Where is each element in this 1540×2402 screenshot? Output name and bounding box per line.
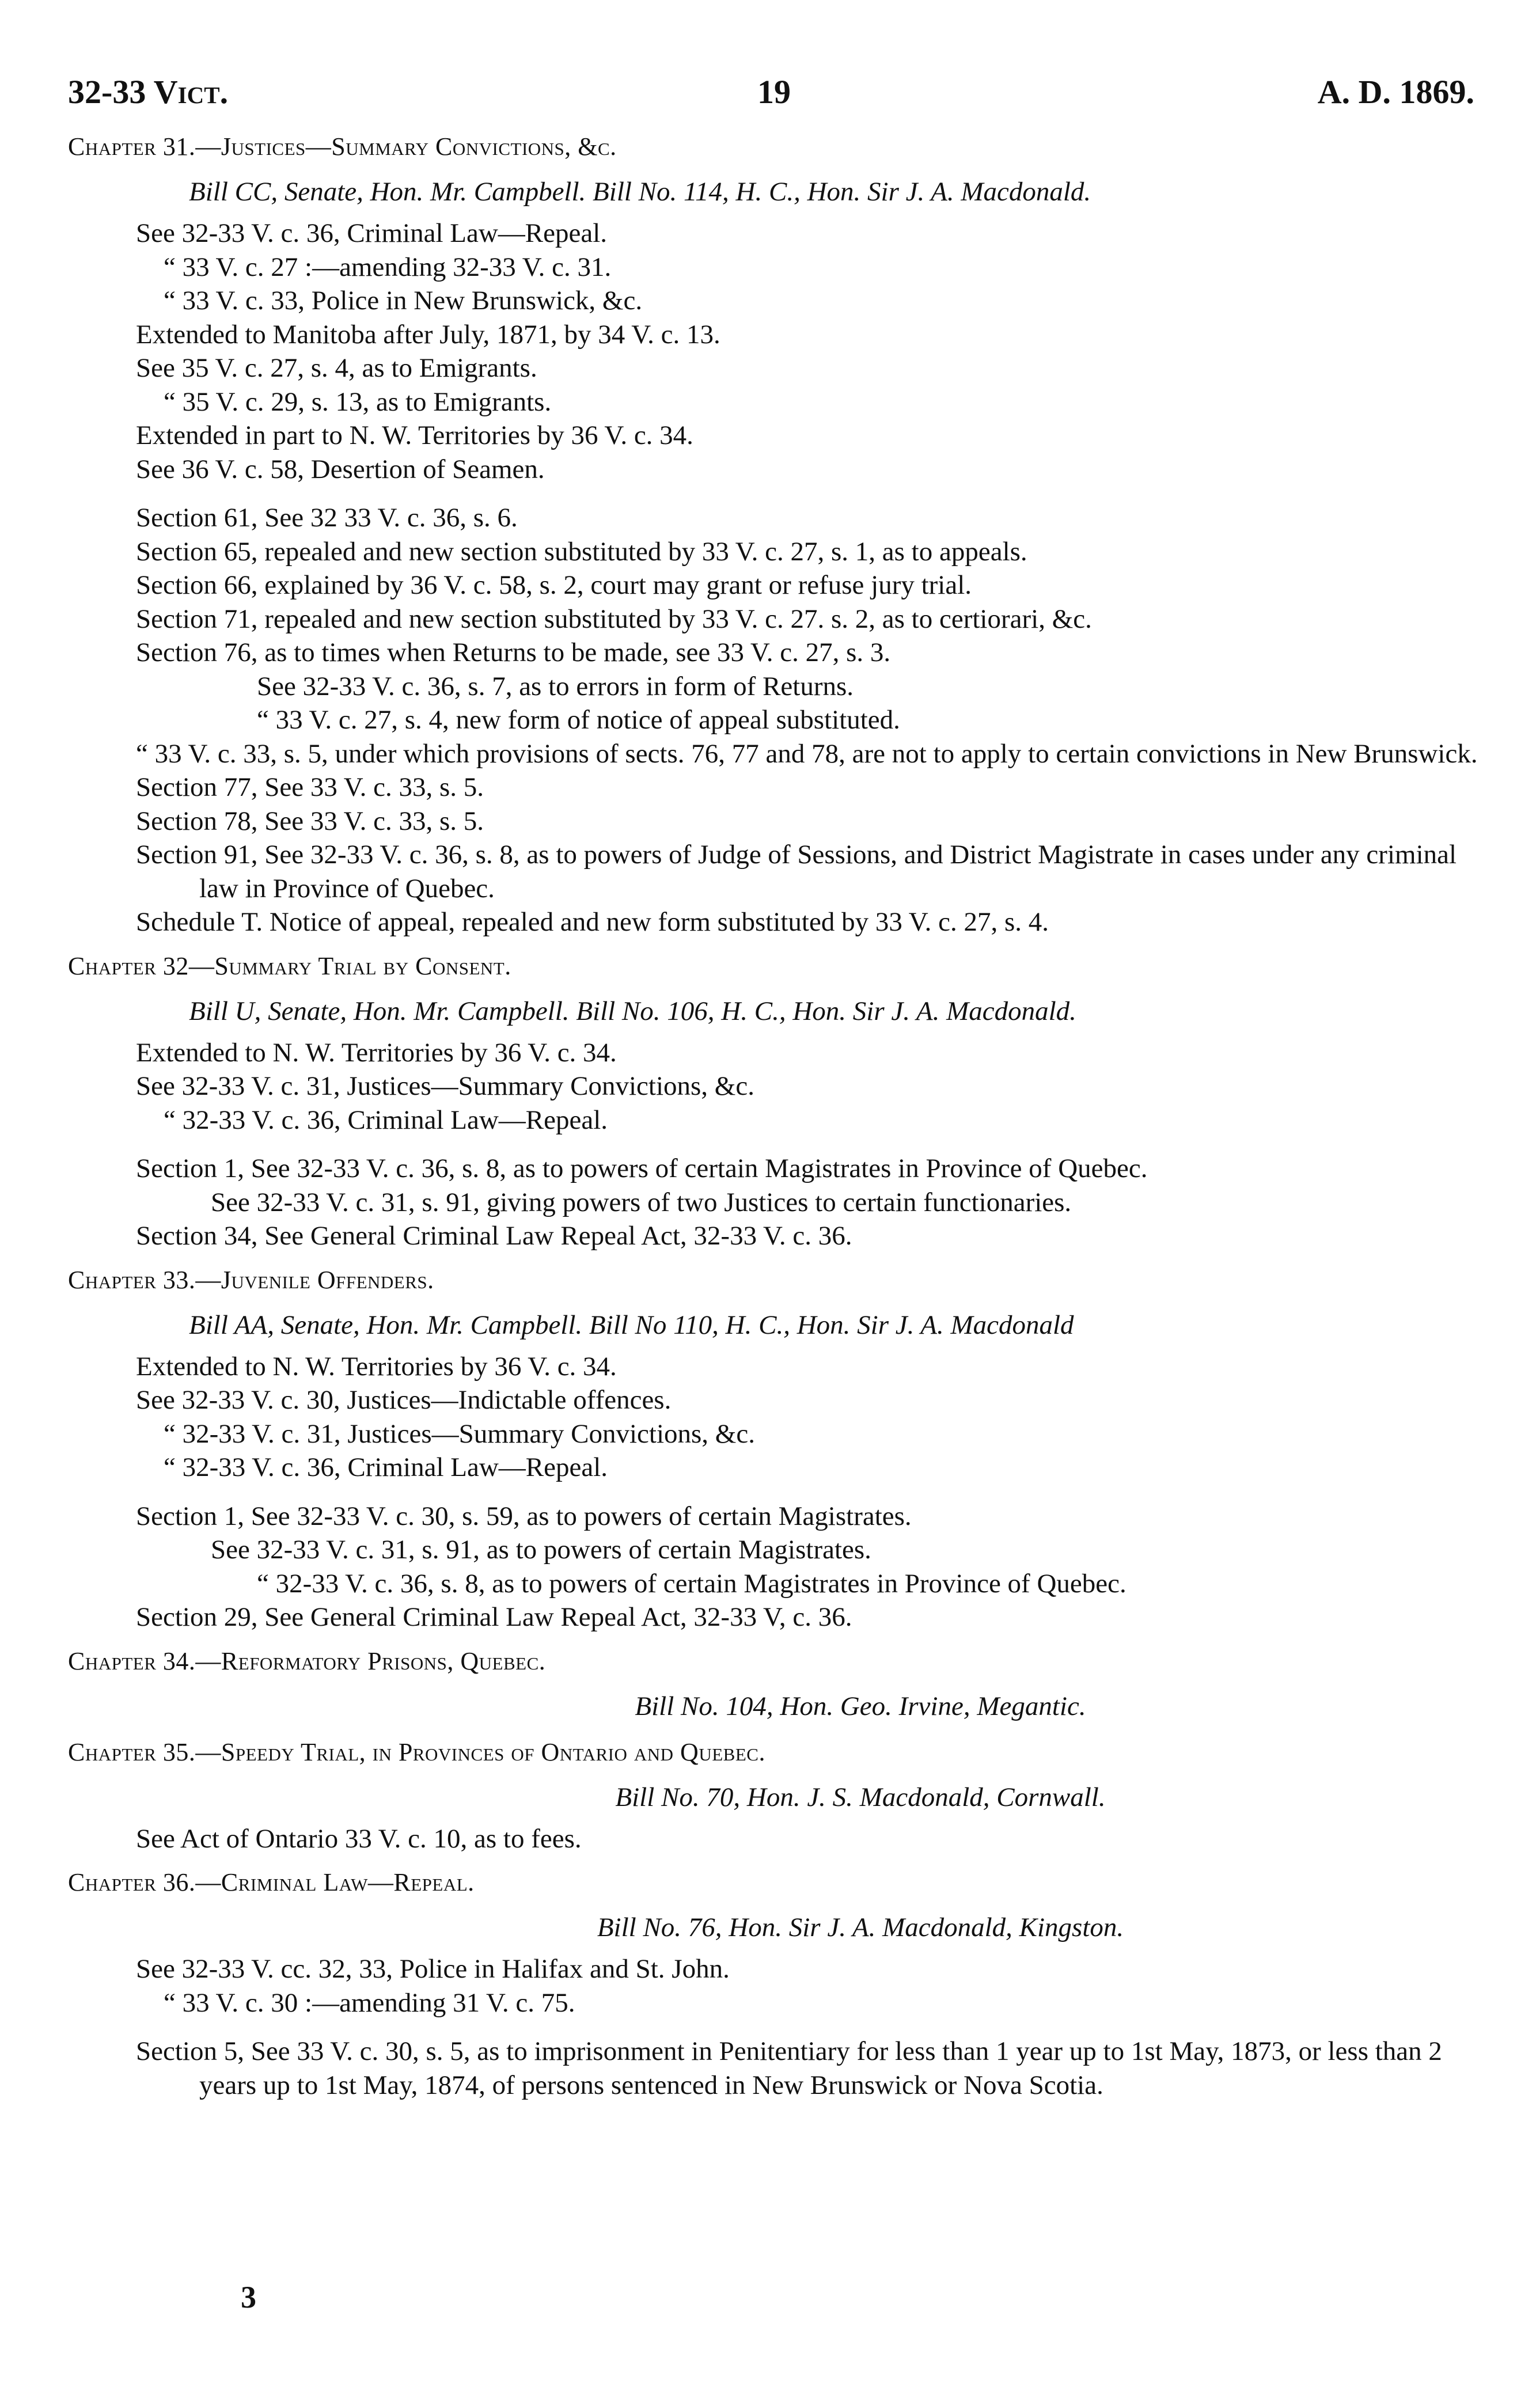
reference-line: Section 77, See 33 V. c. 33, s. 5. [136, 772, 484, 802]
reference-line: See 32-33 V. c. 36, Criminal Law—Repeal. [136, 218, 608, 248]
running-head-right: A. D. 1869. [1317, 73, 1474, 111]
reference-line: See 32-33 V. c. 30, Justices—Indictable offences. [136, 1385, 672, 1415]
chapter-title: Chapter 34.—Reformatory Prisons, Quebec. [68, 1646, 546, 1675]
reference-line: Schedule T. Notice of appeal, repealed and new form substituted by 33 V. c. 27, s. 4. [136, 907, 1049, 937]
running-head [68, 69, 1480, 120]
chapter-title: Chapter 33.—Juvenile Offenders. [68, 1265, 434, 1294]
chapter-block [68, 1644, 1480, 1725]
reference-line: See 32-33 V. c. 31, s. 91, giving powers of two Justices to certain functionaries. [211, 1187, 1072, 1217]
reference-lines [68, 1036, 1480, 1253]
reference-line: “ 35 V. c. 29, s. 13, as to Emigrants. [164, 386, 552, 417]
reference-line: See 32-33 V. cc. 32, 33, Police in Halifax and St. John. [136, 1954, 730, 1984]
reference-line: See 32-33 V. c. 31, s. 91, as to powers of certain Magistrates. [211, 1535, 871, 1565]
group-spacer [136, 2020, 1480, 2035]
chapter-title: Chapter 36.—Criminal Law—Repeal. [68, 1868, 475, 1896]
bill-reference: Bill No. 104, Hon. Geo. Irvine, Megantic. [635, 1691, 1086, 1721]
reference-line: Extended to N. W. Territories by 36 V. c. 34. [136, 1037, 617, 1068]
chapter-block [68, 948, 1480, 1253]
page-number: 19 [757, 73, 791, 111]
chapter-block [68, 1735, 1480, 1856]
reference-line: “ 32-33 V. c. 36, Criminal Law—Repeal. [164, 1452, 608, 1482]
chapter-title: Chapter 35.—Speedy Trial, in Provinces of Ontario and Quebec. [68, 1737, 765, 1766]
reference-line: Section 5, See 33 V. c. 30, s. 5, as to imprisonment in Penitentiary for less than 1 year up to 1st May, 1873, or less than 2 years up to 1st May, 1874, of persons sentenced in New Brunswick or Nova Scotia. [136, 2036, 1442, 2100]
reference-line: Extended to Manitoba after July, 1871, by 34 V. c. 13. [136, 319, 720, 350]
reference-line: Section 71, repealed and new section substituted by 33 V. c. 27. s. 2, as to certiorari, &c. [136, 604, 1092, 634]
running-head-left: 32-33 Vict. [68, 73, 229, 111]
chapter-list [68, 129, 1480, 2102]
bill-reference: Bill No. 70, Hon. J. S. Macdonald, Cornwall. [615, 1782, 1106, 1812]
reference-line: “ 32-33 V. c. 36, Criminal Law—Repeal. [164, 1105, 608, 1135]
reference-lines [68, 1822, 1480, 1856]
signature-mark: 3 [241, 2280, 256, 2314]
reference-line: Section 1, See 32-33 V. c. 30, s. 59, as to powers of certain Magistrates. [136, 1501, 912, 1531]
reference-line: “ 33 V. c. 27, s. 4, new form of notice of appeal substituted. [257, 705, 900, 735]
reference-line: Section 76, as to times when Returns to be made, see 33 V. c. 27, s. 3. [136, 638, 891, 667]
chapter-block [68, 129, 1480, 939]
reference-lines [68, 1952, 1480, 2102]
reference-line: See 35 V. c. 27, s. 4, as to Emigrants. [136, 353, 537, 383]
group-spacer [136, 1137, 1480, 1152]
bill-reference: Bill U, Senate, Hon. Mr. Campbell. Bill No. 106, H. C., Hon. Sir J. A. Macdonald. [189, 996, 1076, 1026]
reference-line: “ 32-33 V. c. 36, s. 8, as to powers of certain Magistrates in Province of Quebec. [257, 1568, 1126, 1599]
reference-line: Section 1, See 32-33 V. c. 36, s. 8, as to powers of certain Magistrates in Province of Quebec. [136, 1153, 1148, 1183]
bill-reference: Bill AA, Senate, Hon. Mr. Campbell. Bill No 110, H. C., Hon. Sir J. A. Macdonald [189, 1310, 1074, 1340]
reference-line: Section 29, See General Criminal Law Repeal Act, 32-33 V, c. 36. [136, 1602, 852, 1632]
reference-line: Section 34, See General Criminal Law Repeal Act, 32-33 V. c. 36. [136, 1221, 852, 1251]
reference-line: See Act of Ontario 33 V. c. 10, as to fees. [136, 1823, 582, 1854]
reference-line: Section 91, See 32-33 V. c. 36, s. 8, as to powers of Judge of Sessions, and District Magistrate in cases under any criminal law in Province of Quebec. [136, 840, 1457, 904]
group-spacer [136, 1485, 1480, 1500]
chapter-title: Chapter 31.—Justices—Summary Convictions, &c. [68, 132, 617, 161]
reference-line: Section 61, See 32 33 V. c. 36, s. 6. [136, 503, 518, 533]
reference-lines [68, 217, 1480, 939]
reference-line: Extended to N. W. Territories by 36 V. c. 34. [136, 1351, 617, 1382]
reference-line: “ 33 V. c. 33, Police in New Brunswick, &c. [164, 286, 643, 316]
reference-line: Section 65, repealed and new section substituted by 33 V. c. 27, s. 1, as to appeals. [136, 536, 1027, 567]
reference-line: See 32-33 V. c. 36, s. 7, as to errors in form of Returns. [257, 671, 854, 701]
reference-line: See 36 V. c. 58, Desertion of Seamen. [136, 454, 545, 484]
reference-line: “ 33 V. c. 33, s. 5, under which provisions of sects. 76, 77 and 78, are not to apply to certain convictions in New Brunswick. [136, 738, 1478, 769]
reference-line: “ 33 V. c. 30 :—amending 31 V. c. 75. [164, 1987, 575, 2018]
reference-line: “ 33 V. c. 27 :—amending 32-33 V. c. 31. [164, 252, 612, 282]
reference-line: Section 78, See 33 V. c. 33, s. 5. [136, 806, 484, 836]
group-spacer [136, 486, 1480, 501]
bill-reference: Bill No. 76, Hon. Sir J. A. Macdonald, Kingston. [597, 1913, 1124, 1942]
reference-line: Section 66, explained by 36 V. c. 58, s. 2, court may grant or refuse jury trial. [136, 570, 972, 600]
chapter-block [68, 1262, 1480, 1634]
reference-line: See 32-33 V. c. 31, Justices—Summary Convictions, &c. [136, 1071, 754, 1101]
bill-reference: Bill CC, Senate, Hon. Mr. Campbell. Bill No. 114, H. C., Hon. Sir J. A. Macdonald. [189, 177, 1091, 207]
reference-lines [68, 1350, 1480, 1634]
reference-line: “ 32-33 V. c. 31, Justices—Summary Convictions, &c. [164, 1418, 755, 1449]
chapter-title: Chapter 32—Summary Trial by Consent. [68, 951, 511, 980]
chapter-block [68, 1865, 1480, 2102]
reference-line: Extended in part to N. W. Territories by 36 V. c. 34. [136, 420, 693, 450]
